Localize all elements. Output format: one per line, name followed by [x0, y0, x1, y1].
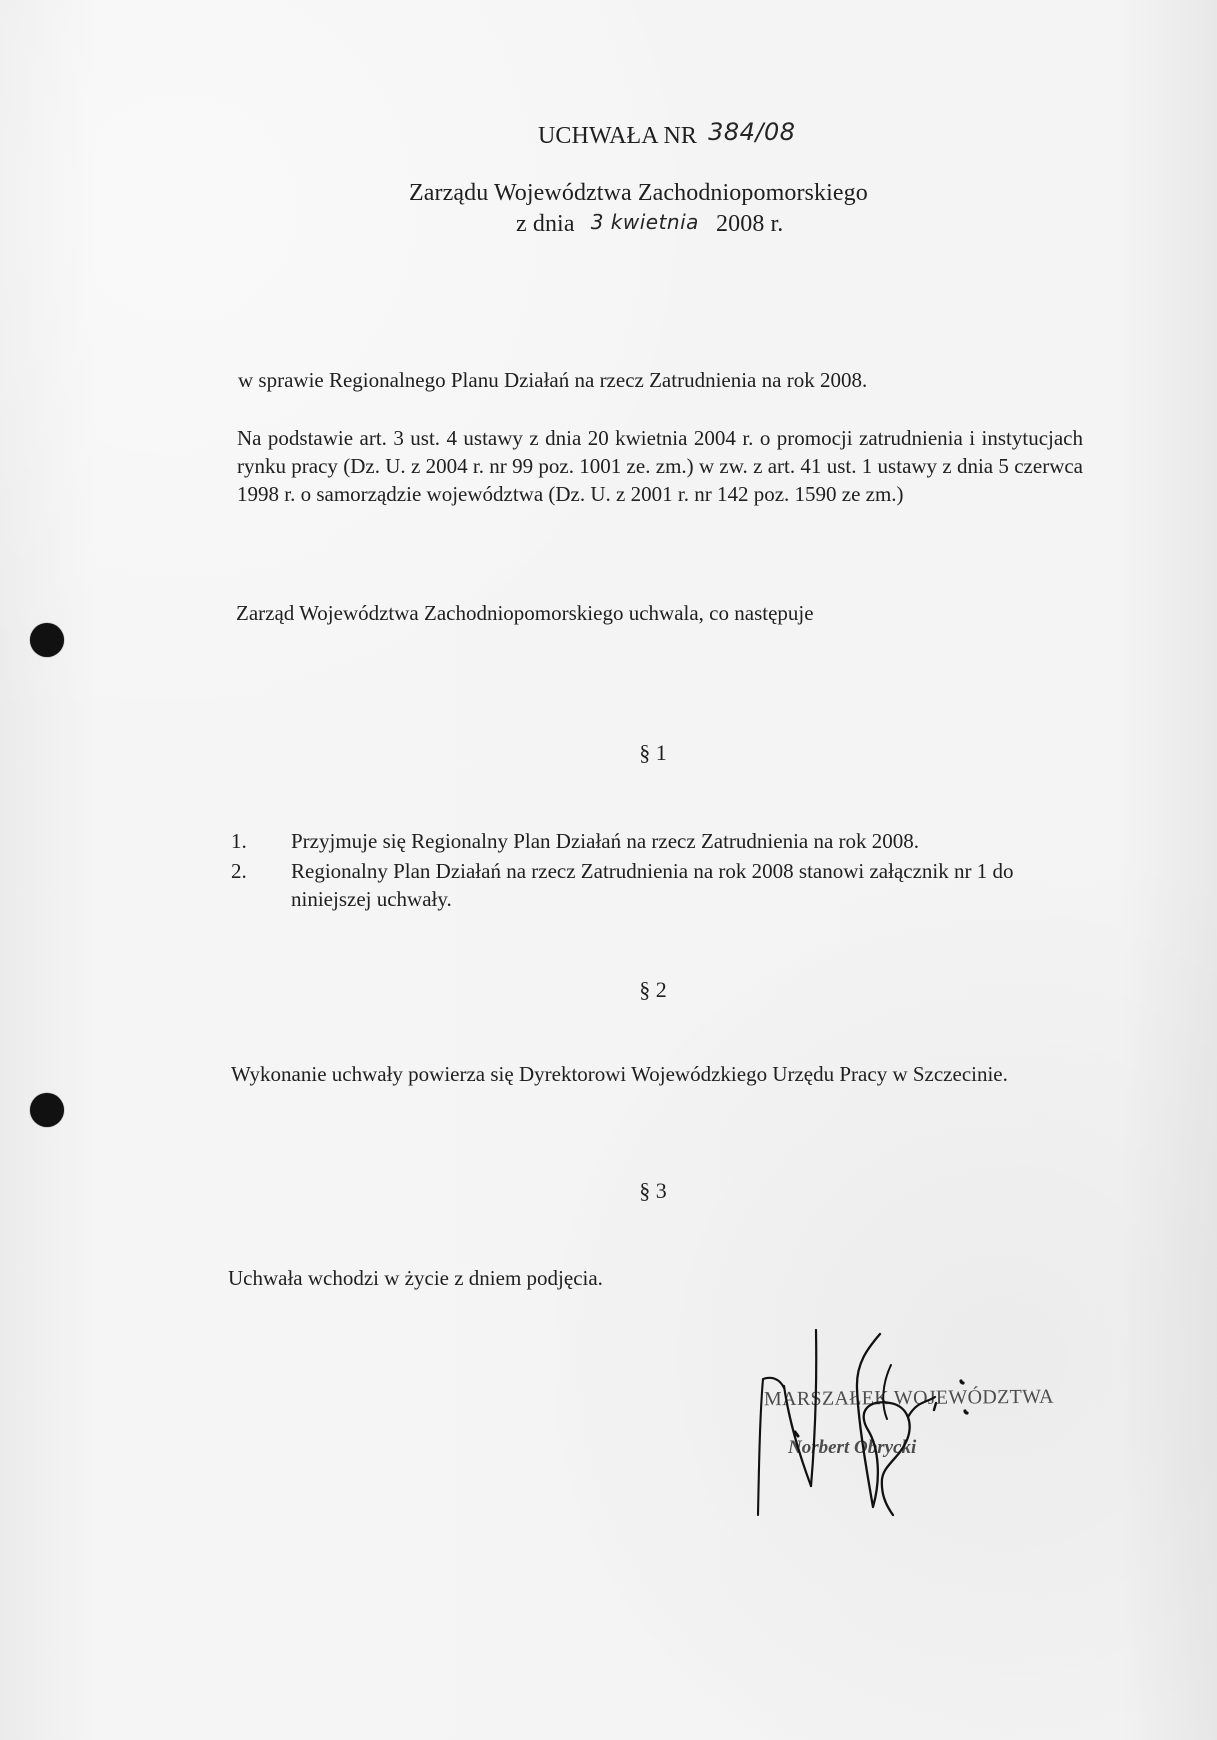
section-2-text: Wykonanie uchwały powierza się Dyrektorowi Wojewódzkiego Urzędu Pracy w Szczecinie.: [231, 1062, 1008, 1086]
handwritten-date: 3 kwietnia: [590, 210, 699, 234]
punch-hole: [30, 1093, 64, 1127]
section-2-mark: § 2: [639, 977, 667, 1002]
section-1-mark: § 1: [639, 740, 667, 765]
resolution-subject: w sprawie Regionalnego Planu Działań na rzecz Zatrudnienia na rok 2008.: [238, 368, 868, 392]
date-suffix: 2008 r.: [716, 211, 784, 237]
resolution-introduction: Zarząd Województwa Zachodniopomorskiego uchwala, co następuje: [236, 601, 814, 625]
list-number: 2.: [231, 859, 247, 883]
list-text: Regionalny Plan Działań na rzecz Zatrudnienia na rok 2008 stanowi załącznik nr 1 do niniejszej uchwały.: [291, 859, 1014, 911]
section-3-mark: § 3: [639, 1178, 667, 1203]
legal-basis-paragraph: Na podstawie art. 3 ust. 4 ustawy z dnia 20 kwietnia 2004 r. o promocji zatrudnienia i instytucjach rynku pracy (Dz. U. z 2004 r. nr 99 poz. 1001 ze. zm.) w zw. z art. 41 ust. 1 ustawy z dnia 5 czerwca 1998 r. o samorządzie województwa (Dz. U. z 2001 r. nr 142 poz. 1590 ze zm.): [237, 426, 1083, 506]
list-number: 1.: [231, 829, 247, 853]
section-1-item-1: [231, 827, 1081, 855]
handwritten-signature: [755, 1327, 1005, 1542]
marshal-stamp-name: Norbert Obrycki: [788, 1437, 917, 1458]
section-3-text: Uchwała wchodzi w życie z dniem podjęcia.: [228, 1266, 603, 1290]
punch-hole: [30, 623, 64, 657]
resolution-title: [538, 118, 796, 150]
handwritten-resolution-number: 384/08: [708, 118, 796, 146]
resolution-title-prefix: UCHWAŁA NR: [538, 123, 698, 149]
marshal-stamp-title: MARSZAŁEK WOJEWÓDZTWA: [763, 1385, 1054, 1411]
list-text: Przyjmuje się Regionalny Plan Działań na rzecz Zatrudnienia na rok 2008.: [291, 829, 920, 853]
issuing-board: Zarządu Województwa Zachodniopomorskiego: [409, 180, 868, 206]
section-1-item-2: [231, 857, 1081, 915]
resolution-date: [516, 211, 783, 238]
date-prefix: z dnia: [516, 211, 575, 237]
